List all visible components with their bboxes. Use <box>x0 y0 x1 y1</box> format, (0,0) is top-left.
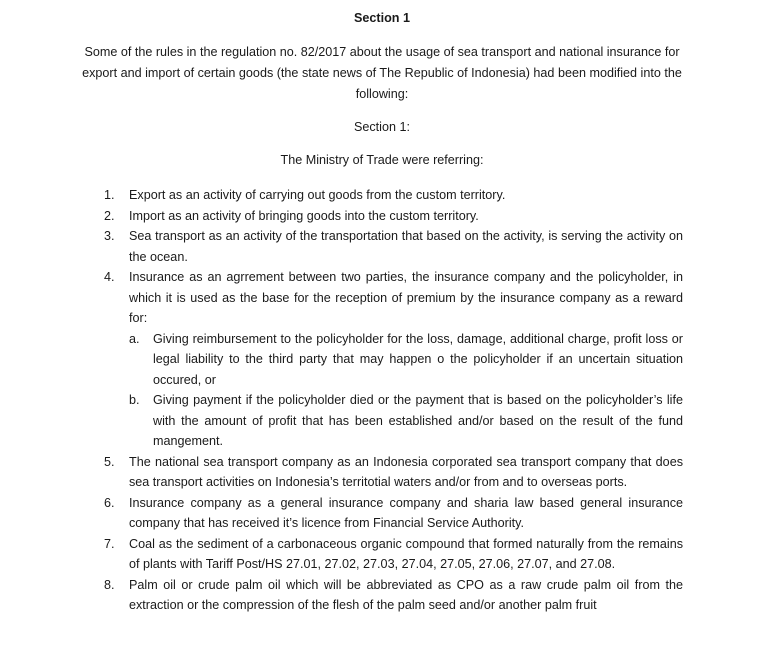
list-item <box>104 452 683 493</box>
list-item-text: Insurance as an agrrement between two parties, the insurance company and the policyholder, in which it is used as the base for the reception of premium by the insurance company as a reward for: <box>129 270 683 325</box>
intro-paragraph: Some of the rules in the regulation no. 82/2017 about the usage of sea transport and national insurance for export and import of certain goods (the state news of The Republic of Indonesia) had been modified into the following: <box>82 45 682 101</box>
sub-list <box>129 329 683 452</box>
list-item <box>104 226 683 267</box>
definitions-list <box>104 185 683 616</box>
list-item-number: 7. <box>104 536 115 551</box>
list-item <box>104 267 683 452</box>
list-item <box>104 534 683 575</box>
sub-list-item-text: Giving payment if the policyholder died or the payment that is based on the policyholder’s life with the amount of profit that has been established and/or based on the result of the fund mangement. <box>153 393 683 448</box>
list-item-number: 5. <box>104 454 115 469</box>
sub-list-item-letter: b. <box>129 393 140 407</box>
list-item-number: 8. <box>104 577 115 592</box>
list-item-text: Coal as the sediment of a carbonaceous organic compound that formed naturally from the remains of plants with Tariff Post/HS 27.01, 27.02, 27.03, 27.04, 27.05, 27.06, 27.07, and 27.08. <box>129 536 683 571</box>
list-item-text: Sea transport as an activity of the transportation that based on the activity, is serving the activity on the ocean. <box>129 229 683 264</box>
sub-list-item <box>129 390 683 452</box>
section-heading: Section 1 <box>354 11 410 25</box>
list-item-number: 1. <box>104 188 115 202</box>
list-item-text: Import as an activity of bringing goods into the custom territory. <box>129 208 479 223</box>
list-item-text: Export as an activity of carrying out goods from the custom territory. <box>129 188 506 202</box>
list-item-text: Insurance company as a general insurance company and sharia law based general insurance company that has received it’s licence from Financial Service Authority. <box>129 495 683 530</box>
sub-list-item-letter: a. <box>129 331 140 346</box>
sub-list-item-text: Giving reimbursement to the policyholder for the loss, damage, additional charge, profit loss or legal liability to the third party that may happen o the policyholder if an uncertain situation occured, or <box>153 331 683 387</box>
list-item-number: 4. <box>104 270 115 284</box>
list-item-text: The national sea transport company as an Indonesia corporated sea transport company that does sea transport activities on Indonesia’s territotial waters and/or from and to overseas ports. <box>129 454 683 489</box>
list-item <box>104 493 683 534</box>
list-item <box>104 185 683 206</box>
list-item <box>104 206 683 227</box>
list-item-number: 2. <box>104 208 115 223</box>
list-item-number: 6. <box>104 495 115 510</box>
list-item-number: 3. <box>104 229 115 243</box>
list-item <box>104 575 683 616</box>
section-subheading: Section 1: <box>353 120 410 134</box>
list-item-text: Palm oil or crude palm oil which will be abbreviated as CPO as a raw crude palm oil from the extraction or the compression of the flesh of the palm seed and/or another palm fruit <box>129 577 683 612</box>
sub-list-item <box>129 329 683 391</box>
lead-sentence: The Ministry of Trade were referring: <box>280 153 484 167</box>
